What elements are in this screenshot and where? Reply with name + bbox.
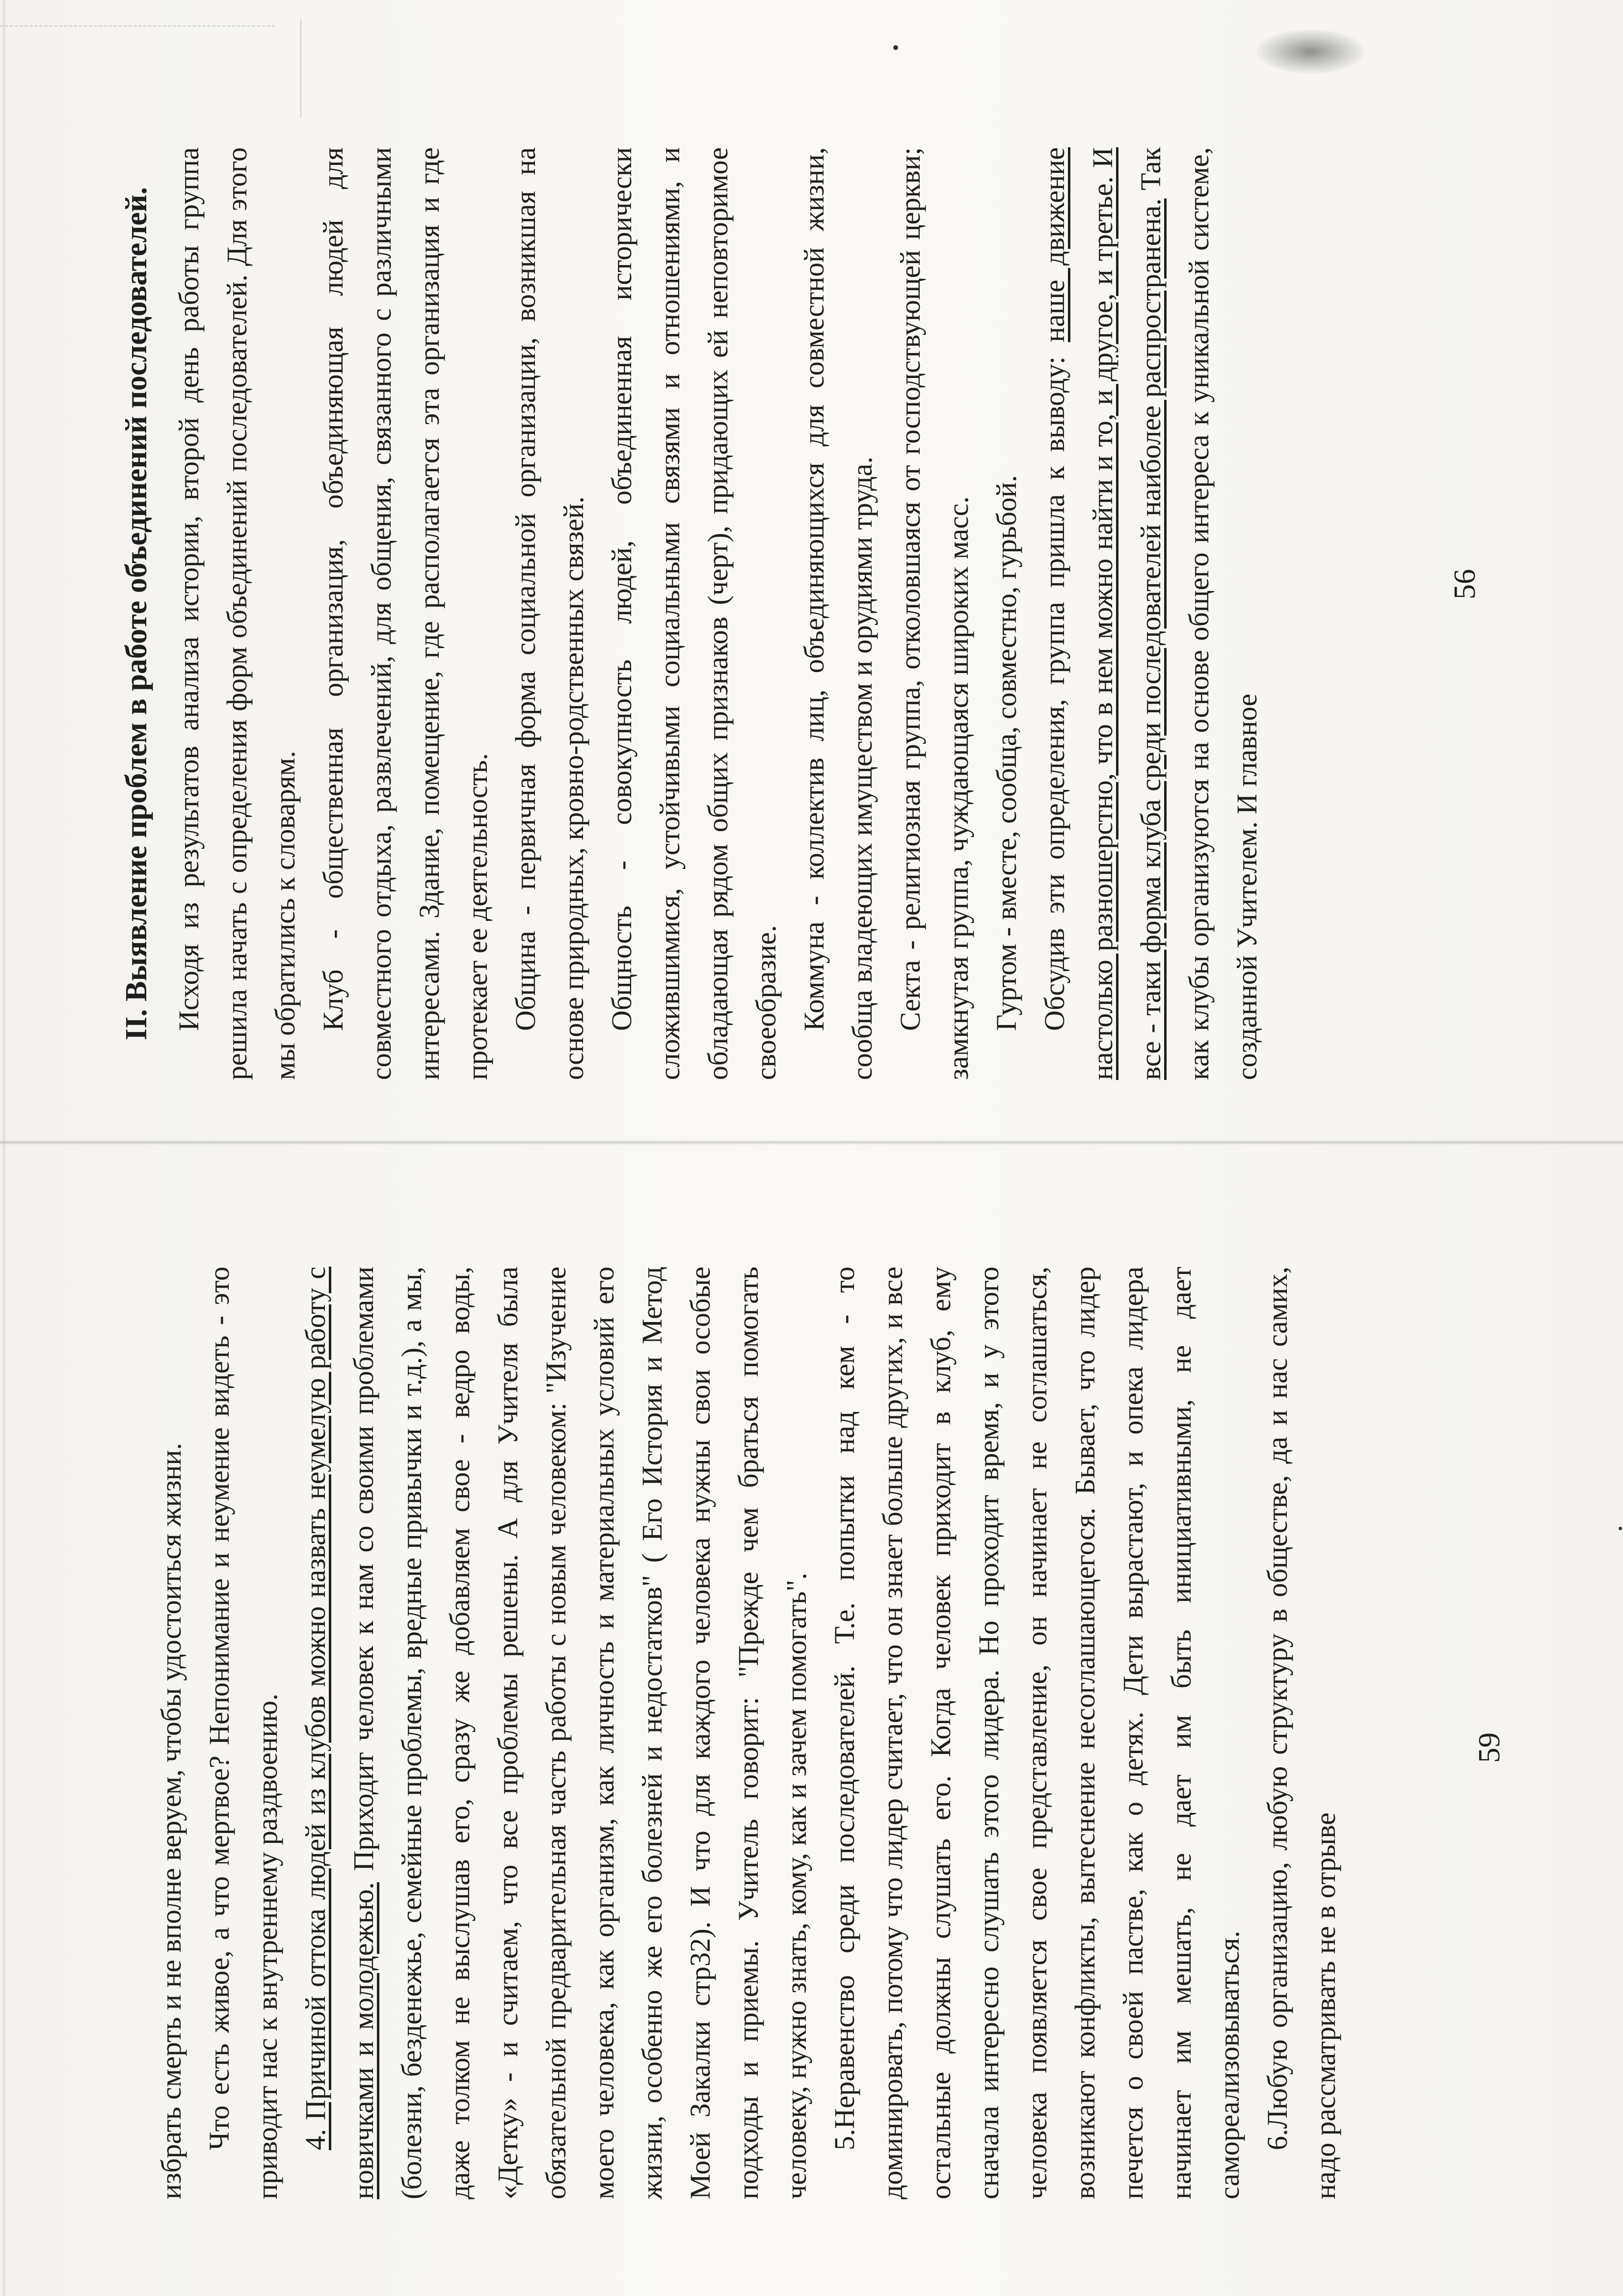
scan-artifact — [0, 26, 275, 28]
page-59-body — [147, 1267, 1350, 2199]
ink-smudge — [1256, 29, 1364, 74]
paper-edge — [3, 0, 6, 2296]
text-run: Секта - религиозная группа, отколовшаяся от господствующей церкви; замкнутая группа, чуждающаяся широких масс. — [894, 147, 974, 1080]
paragraph — [309, 147, 502, 1080]
text-run: Исходя из результатов анализа истории, второй день работы группа решила начать с определения форм объединений последователей. Для этого мы обратились к словарям. — [173, 147, 301, 1080]
text-run: 6.Любую организацию, любую структуру в обществе, да и нас самих, надо рассматривать не в отрыве — [1261, 1267, 1341, 2199]
paragraph — [1031, 147, 1271, 1080]
text-run: 5.Неравенство среди последователей. Т.е. попытки над кем - то доминировать, потому что лидер считает, что он знает больше других, и все остальные должны слушать его. Когда человек приходит в клуб, ему сначала интересно слушать этого лидера. Но проходит время, и у этого человека появляется свое представление, он начинает не соглашаться, возникают конфликты, вытеснение несоглашающегося. Бывает, что лидер печется о своей пастве, как о детях. Дети вырастают, и опека лидера начинает им мешать, не дает им быть инициативными, не дает самореализовываться. — [828, 1267, 1245, 2199]
page-59 — [147, 1267, 1423, 2199]
text-run: Что есть живое, а что мертвое? Непонимание и неумение видеть - это приводит нас к внутреннему раздвоению. — [203, 1267, 283, 2199]
paragraph — [983, 147, 1031, 1080]
paragraph — [195, 1267, 292, 2199]
page-56 — [113, 147, 1438, 1080]
text-run: Клуб - общественная организация, объединяющая людей для совместного отдыха, развлечений, для общения, связанного с различными интересами. Здание, помещение, где располагается эта организация и где протекает ее деятельность. — [317, 147, 493, 1080]
section-heading: II. Выявление проблем в работе объединений последователей. — [120, 187, 153, 1041]
text-run: Так как клубы организуются на основе общего интереса к уникальной системе, созданной Учителем. И главное — [1135, 147, 1263, 1080]
paragraph — [165, 147, 309, 1080]
paragraph — [147, 1267, 195, 2199]
text-run: избрать смерть и не вполне веруем, чтобы удостоиться жизни. — [155, 1443, 187, 2199]
page-number-59: 59 — [1473, 1732, 1506, 1763]
paragraph — [790, 147, 886, 1080]
underlined-text: наше движение настолько разношерстно, что в нем можно найти и то, и другое, и третье. И все - таки форма клуба среди последователей наиболее распространена. — [1038, 147, 1167, 1080]
paragraph — [292, 1267, 821, 2199]
paragraph — [598, 147, 790, 1080]
text-run: Гуртом - вместе, сообща, совместно, гурьбой. — [990, 475, 1022, 1031]
text-run: Обсудив эти определения, группа пришла к выводу: — [1038, 342, 1070, 1031]
ink-dot — [1619, 1527, 1622, 1530]
text-run: Общность - совокупность людей, объединенная исторически сложившимися, устойчивыми социальными связями и отношениями, и обладающая рядом общих признаков (черт), придающих ей неповторимое своеобразие. — [606, 147, 782, 1080]
paragraph — [502, 147, 598, 1080]
scan-artifact-line — [300, 20, 301, 118]
ink-dot — [893, 45, 898, 50]
paragraph — [821, 1267, 1253, 2199]
text-run: Коммуна - коллектив лиц, объединяющихся для совместной жизни, сообща владеющих имуществом и орудиями труда. — [798, 147, 878, 1080]
page-fold — [0, 1140, 1623, 1145]
page-number-56: 56 — [1448, 569, 1482, 599]
page-56-body — [165, 147, 1271, 1080]
underlined-text: 4. Причиной оттока людей из клубов можно назвать неумелую работу с новичками и молодежью. — [299, 1267, 379, 2199]
text-run: Община - первичная форма социальной организации, возникшая на основе природных, кровно-родственных связей. — [509, 147, 589, 1080]
text-run: Приходит человек к нам со своими проблемами (болезни, безденежье, семейные проблемы, вредные привычки и т.д.), а мы, даже толком не выслушав его, сразу же добавляем свое - ведро воды, «Детку» - и считаем, что все проблемы решены. А для Учителя была обязательной предварительная часть работы с новым человеком: "Изучение моего человека, как организм, как личность и материальных условий его жизни, особенно же его болезней и недостатков" ( Его История и Метод Моей Закалки стр32). И что для каждого человека нужны свои особые подходы и приемы. Учитель говорит: "Прежде чем браться помогать человеку, нужно знать, кому, как и зачем помогать". — [347, 1267, 812, 2199]
paragraph — [886, 147, 983, 1080]
paragraph — [1253, 1267, 1350, 2199]
